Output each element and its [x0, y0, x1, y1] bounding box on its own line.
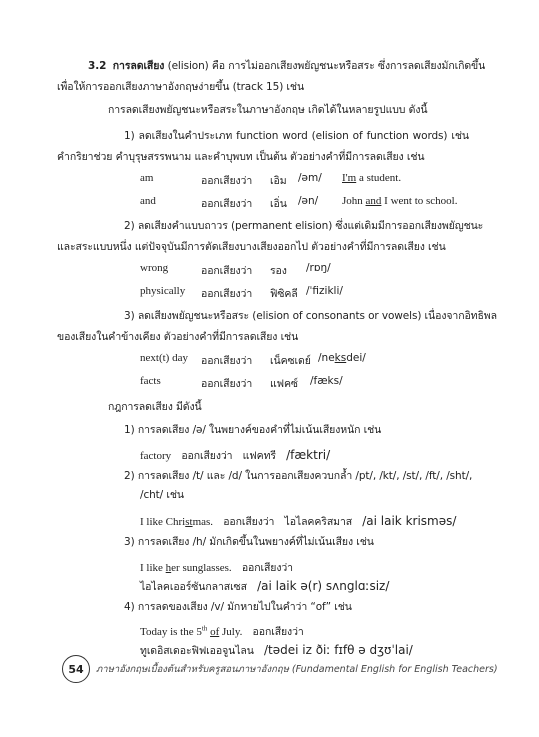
example-says: ออกเสียงว่า [201, 175, 253, 187]
footer-book-title: ภาษาอังกฤษเบื้องต้นสำหรับครูสอนภาษาอังกฤษ (Fundamental English for English Teachers) [96, 664, 498, 675]
example-sentence: John and I went to school. [342, 195, 458, 207]
section-intro-line2: เพื่อให้การออกเสียงภาษาอังกฤษง่ายขึ้น (track 15) เช่น [57, 81, 305, 93]
example-thai: เน็คซเดย์ [270, 355, 311, 367]
rules-heading: กฎการลดเสียง มีดังนี้ [108, 401, 202, 413]
rule4-example: Today is the 5th of July. ออกเสียงว่า [140, 624, 304, 638]
example-says: ออกเสียงว่า [201, 265, 253, 277]
example-ipa: /ˈfizikli/ [306, 285, 343, 297]
example-says: ออกเสียงว่า [201, 198, 253, 210]
example-says: ออกเสียงว่า [201, 355, 253, 367]
rule4-text: 4) การลดของเสียง /v/ มักหายไปในคำว่า “of” เช่น [124, 601, 352, 613]
section-intro-line3: การลดเสียงพยัญชนะหรือสระในภาษาอังกฤษ เกิดได้ในหลายรูปแบบ ดังนี้ [108, 104, 428, 116]
rule1-text: 1) การลดเสียง /ə/ ในพยางค์ของคำที่ไม่เน้นเสียงหนัก เช่น [124, 424, 382, 436]
type1-line2: คำกริยาช่วย คำบุรุษสรรพนาม และคำบุพบท เป็นต้น ตัวอย่างคำที่มีการลดเสียง เช่น [57, 151, 425, 163]
example-thai: เอิม [270, 175, 287, 187]
example-thai: เอิ่น [270, 198, 287, 210]
example-word: wrong [140, 262, 169, 274]
section-number: 3.2 [88, 60, 107, 72]
example-thai: รอง [270, 265, 287, 277]
rule1-example: factory ออกเสียงว่า แฟคทรี /fæktri/ [140, 448, 331, 462]
section-heading-line [88, 57, 485, 74]
type2-line1: 2) ลดเสียงคำแบบถาวร (permanent elision) ซึ่งแต่เดิมมีการออกเสียงพยัญชนะ [124, 220, 484, 232]
rule3-example: I like her sunglasses. ออกเสียงว่า [140, 562, 293, 574]
example-ipa: /rɒŋ/ [306, 262, 331, 274]
example-word: physically [140, 285, 186, 297]
rule3-example-reading: ไอไลคเออร์ซันกลาสเซส /ai laik ə(r) sʌnglɑːsiz/ [140, 579, 390, 593]
section-intro-line1: (elision) คือ การไม่ออกเสียงพยัญชนะหรือสระ ซึ่งการลดเสียงมักเกิดขึ้น [167, 60, 486, 72]
rule2-text: 2) การลดเสียง /t/ และ /d/ ในการออกเสียงควบกล้ำ /pt/, /kt/, /st/, /ft/, /sht/, [124, 470, 473, 482]
example-word: facts [140, 375, 161, 387]
section-title: การลดเสียง [112, 60, 165, 72]
rule4-example-reading: ทูเดอิสเดอะฟิฟเออจูนไลน /tədei iz ðiː fɪfθ ə dʒʊˈlai/ [140, 643, 413, 657]
example-ipa: /fæks/ [310, 375, 343, 387]
page-number: 54 [62, 655, 90, 683]
type3-line1: 3) ลดเสียงพยัญชนะหรือสระ (elision of consonants or vowels) เนื่องจากอิทธิพล [124, 310, 497, 322]
rule2-text2: /cht/ เช่น [140, 489, 184, 501]
rule3-text: 3) การลดเสียง /h/ มักเกิดขึ้นในพยางค์ที่ไม่เน้นเสียง เช่น [124, 536, 374, 548]
example-word: am [140, 172, 154, 184]
example-word: and [140, 195, 156, 207]
rule2-example: I like Christmas. ออกเสียงว่า ไอไลคคริสมาส /ai laik krisməs/ [140, 514, 457, 528]
example-thai: ฟิซิคลี [270, 288, 298, 300]
type3-line2: ของเสียงในคำข้างเคียง ตัวอย่างคำที่มีการลดเสียง เช่น [57, 331, 299, 343]
type2-line2: และสระแบบหนึ่ง แต่ปัจจุบันมีการตัดเสียงบางเสียงออกไป ตัวอย่างคำที่มีการลดเสียง เช่น [57, 241, 446, 253]
example-thai: แฟคซ์ [270, 378, 298, 390]
example-ipa: /əm/ [298, 172, 322, 184]
type1-line1: 1) ลดเสียงในคำประเภท function word (elision of function words) เช่น [124, 130, 469, 142]
example-says: ออกเสียงว่า [201, 378, 253, 390]
example-word: next(t) day [140, 352, 188, 364]
example-sentence: I'm a student. [342, 172, 402, 184]
example-ipa: /neksdei/ [318, 352, 366, 364]
example-ipa: /ən/ [298, 195, 319, 207]
example-says: ออกเสียงว่า [201, 288, 253, 300]
